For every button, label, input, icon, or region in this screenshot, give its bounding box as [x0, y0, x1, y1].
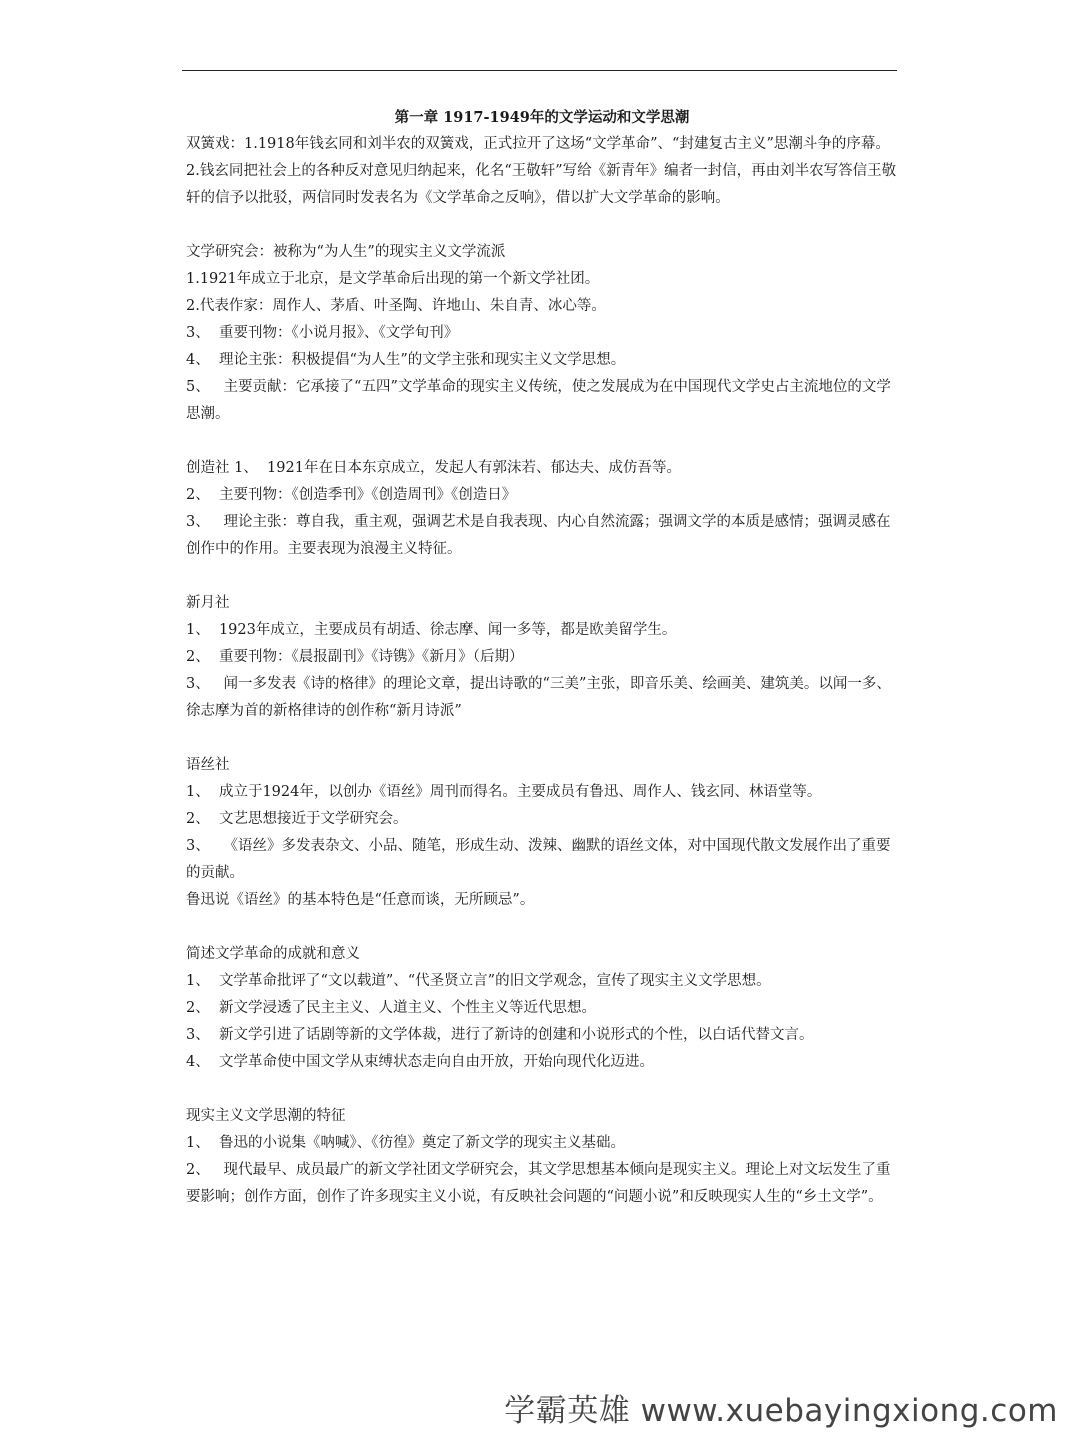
list-item: 1、 鲁迅的小说集《呐喊》、《彷徨》奠定了新文学的现实主义基础。 — [186, 1135, 625, 1151]
list-item: 鲁迅说《语丝》的基本特色是“任意而谈，无所顾忌”。 — [186, 892, 535, 908]
list-item: 2、 现代最早、成员最广的新文学社团文学研究会，其文学思想基本倾向是现实主义。理论上对文坛发生了重要影响；创作方面，创作了许多现实主义小说，有反映社会问题的“问题小说”和反映现实人生的“乡土文学”。 — [186, 1162, 891, 1205]
paragraph-spacer — [186, 428, 898, 455]
section — [186, 239, 898, 428]
paragraph-spacer — [186, 212, 898, 239]
list-item: 3、 新文学引进了话剧等新的文学体裁，进行了新诗的创建和小说形式的个性，以白话代替文言。 — [186, 1027, 814, 1043]
paragraph-spacer — [186, 1076, 898, 1103]
list-item: 4、 理论主张：积极提倡“为人生”的文学主张和现实主义文学思想。 — [186, 352, 626, 368]
section-heading: 文学研究会：被称为“为人生”的现实主义文学流派 — [186, 244, 506, 260]
section-heading: 语丝社 — [186, 757, 230, 773]
section-heading: 新月社 — [186, 595, 230, 611]
section — [186, 1103, 898, 1211]
list-item: 4、 文学革命使中国文学从束缚状态走向自由开放，开始向现代化迈进。 — [186, 1054, 654, 1070]
section — [186, 131, 898, 212]
list-item: 3、 《语丝》多发表杂文、小品、随笔，形成生动、泼辣、幽默的语丝文体，对中国现代散文发展作出了重要的贡献。 — [186, 838, 891, 881]
list-item: 2、 新文学浸透了民主主义、人道主义、个性主义等近代思想。 — [186, 1000, 596, 1016]
list-item: 2、 主要刊物：《创造季刊》《创造周刊》《创造日》 — [186, 487, 517, 503]
list-item: 1.1921年成立于北京，是文学革命后出现的第一个新文学社团。 — [186, 271, 600, 287]
list-item: 1、 成立于1924年，以创办《语丝》周刊而得名。主要成员有鲁迅、周作人、钱玄同、林语堂等。 — [186, 784, 822, 800]
header-rule — [182, 70, 897, 71]
paragraph-spacer — [186, 914, 898, 941]
list-item: 2.钱玄同把社会上的各种反对意见归纳起来，化名“王敬轩”写给《新青年》编者一封信，再由刘半农写答信王敬轩的信予以批驳，两信同时发表名为《文学革命之反响》，借以扩大文学革命的影响。 — [186, 163, 897, 206]
site-watermark: 学霸英雄 www.xuebayingxiong.com — [504, 1393, 1058, 1429]
paragraph-spacer — [186, 725, 898, 752]
list-item: 5、 主要贡献：它承接了“五四”文学革命的现实主义传统，使之发展成为在中国现代文学史占主流地位的文学思潮。 — [186, 379, 891, 422]
section-heading: 现实主义文学思潮的特征 — [186, 1108, 346, 1124]
document-body — [186, 104, 898, 1211]
list-item: 1、 文学革命批评了“文以载道”、“代圣贤立言”的旧文学观念，宣传了现实主义文学思想。 — [186, 973, 771, 989]
section-heading: 创造社 1、 1921年在日本东京成立，发起人有郭沫若、郁达夫、成仿吾等。 — [186, 460, 681, 476]
section-heading: 简述文学革命的成就和意义 — [186, 946, 360, 962]
list-item: 2.代表作家：周作人、茅盾、叶圣陶、许地山、朱自青、冰心等。 — [186, 298, 606, 314]
list-item: 2、 重要刊物：《晨报副刊》《诗镌》《新月》（后期） — [186, 649, 524, 665]
list-item: 2、 文艺思想接近于文学研究会。 — [186, 811, 408, 827]
list-item: 3、 理论主张：尊自我，重主观，强调艺术是自我表现、内心自然流露；强调文学的本质是感情；强调灵感在创作中的作用。主要表现为浪漫主义特征。 — [186, 514, 891, 557]
paragraph-spacer — [186, 563, 898, 590]
section — [186, 590, 898, 725]
list-item: 1、 1923年成立，主要成员有胡适、徐志摩、闻一多等，都是欧美留学生。 — [186, 622, 677, 638]
section — [186, 752, 898, 914]
section — [186, 941, 898, 1076]
list-item: 3、 闻一多发表《诗的格律》的理论文章，提出诗歌的“三美”主张，即音乐美、绘画美、建筑美。以闻一多、徐志摩为首的新格律诗的创作称“新月诗派” — [186, 676, 891, 719]
sections-container — [186, 131, 898, 1211]
chapter-title: 第一章 1917-1949年的文学运动和文学思潮 — [394, 109, 690, 126]
list-item: 3、 重要刊物：《小说月报》、《文学旬刊》 — [186, 325, 459, 341]
section — [186, 455, 898, 563]
section-heading: 双簧戏：1.1918年钱玄同和刘半农的双簧戏，正式拉开了这场“文学革命”、“封建复古主义”思潮斗争的序幕。 — [186, 136, 890, 152]
